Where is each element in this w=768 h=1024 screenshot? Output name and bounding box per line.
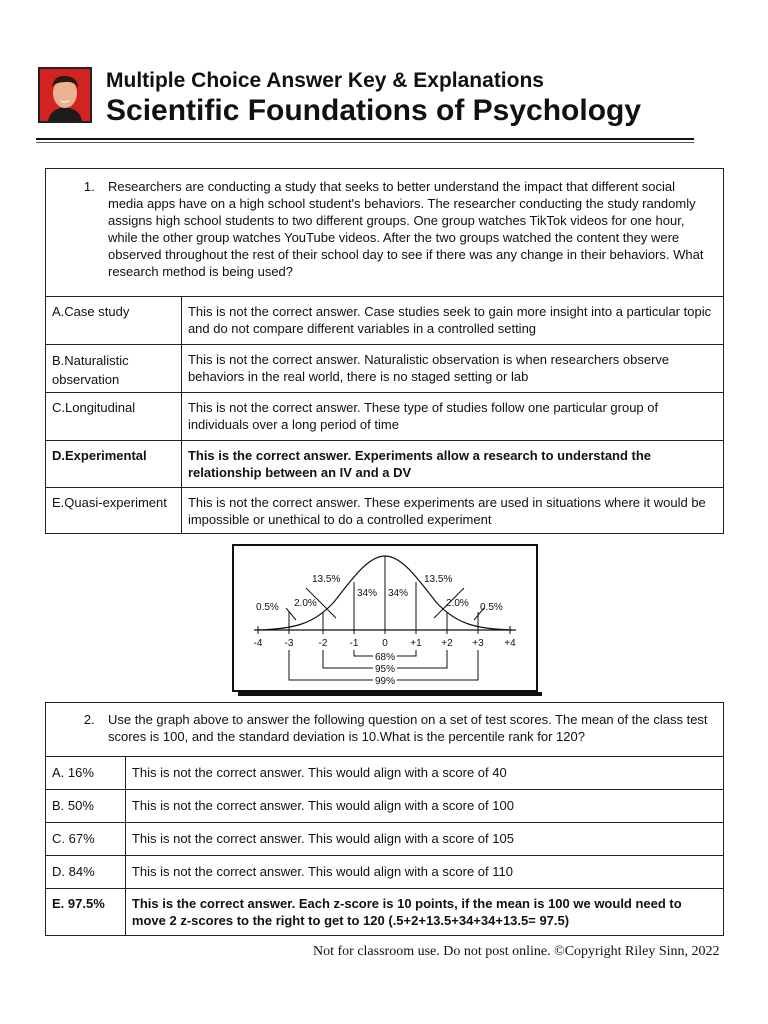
answer-explanation: This is not the correct answer. These experiments are used in situations where it would be impossible or unethical to do a controlled experiment	[181, 488, 723, 534]
title-rule	[36, 138, 694, 140]
answer-label: A. 16%	[46, 757, 126, 790]
tick-label: -4	[253, 638, 263, 649]
label-left-outer: 2.0%	[294, 598, 317, 609]
label-right-mid: 13.5%	[424, 574, 453, 585]
answer-row	[46, 790, 724, 823]
label-left-mid: 13.5%	[312, 574, 341, 585]
question-1-table	[45, 168, 724, 534]
answer-label: A.Case study	[46, 297, 182, 345]
label-right-outer: 2.0%	[446, 598, 469, 609]
answer-label: C. 67%	[46, 823, 126, 856]
range-68-label: 68%	[374, 652, 396, 663]
answer-explanation: This is not the correct answer. This would align with a score of 105	[125, 823, 723, 856]
label-right-tail: 0.5%	[480, 602, 503, 613]
answer-label: E.Quasi-experiment	[46, 488, 182, 534]
page-title: Scientific Foundations of Psychology	[106, 94, 642, 127]
answer-label: B.Naturalistic observation	[46, 345, 182, 393]
answer-label: E. 97.5%	[46, 889, 126, 936]
answer-label: B. 50%	[46, 790, 126, 823]
title-rule-thin	[36, 142, 694, 143]
label-center-left: 34%	[357, 588, 378, 599]
question-1-prompt	[46, 169, 724, 297]
bell-curve-figure	[234, 546, 536, 690]
answer-explanation: This is not the correct answer. This would align with a score of 40	[125, 757, 723, 790]
question-2-number: 2.	[83, 712, 95, 727]
question-1-text: Researchers are conducting a study that seeks to better understand the impact that different social media apps have on a high school student's behaviors. The researcher conducting the study randomly assigns high school students to two different groups. One group watches TikTok videos for one hour, while the other group watches YouTube videos. After the two groups watched the content they were observed throughout the rest of their school day to see if there was any change in their behaviors. What research method is being used?	[108, 179, 704, 279]
answer-row	[46, 297, 724, 345]
answer-explanation: This is the correct answer. Each z-score is 10 points, if the mean is 100 we would need to move 2 z-scores to the right to get to 120 (.5+2+13.5+34+34+13.5= 97.5)	[125, 889, 723, 936]
tick-label: 0	[382, 638, 388, 649]
question-2-text: Use the graph above to answer the following question on a set of test scores. The mean of the class test scores is 100, and the standard deviation is 10.What is the percentile rank for 120?	[108, 712, 708, 744]
copyright-footer: Not for classroom use. Do not post online. ©Copyright Riley Sinn, 2022	[313, 944, 720, 959]
author-avatar	[38, 67, 92, 123]
tick-label: -1	[349, 638, 359, 649]
tick-label: -2	[318, 638, 328, 649]
answer-explanation: This is not the correct answer. These type of studies follow one particular group of individuals over a long period of time	[181, 393, 723, 441]
answer-row	[46, 345, 724, 393]
answer-explanation: This is not the correct answer. This would align with a score of 100	[125, 790, 723, 823]
tick-label: +4	[504, 638, 516, 649]
tick-label: +2	[441, 638, 453, 649]
answer-explanation: This is not the correct answer. This would align with a score of 110	[125, 856, 723, 889]
answer-explanation: This is not the correct answer. Naturalistic observation is when researchers observe behaviors in the real world, there is no staged setting or lab	[181, 345, 723, 393]
question-2-prompt	[46, 703, 724, 757]
question-2-table	[45, 702, 724, 936]
tick-label: +1	[410, 638, 422, 649]
answer-label: D. 84%	[46, 856, 126, 889]
answer-label: C.Longitudinal	[46, 393, 182, 441]
answer-row	[46, 823, 724, 856]
answer-row-correct	[46, 441, 724, 488]
answer-row-correct	[46, 889, 724, 936]
normal-distribution-graph	[232, 544, 538, 692]
label-left-tail: 0.5%	[256, 602, 279, 613]
answer-row	[46, 856, 724, 889]
answer-row	[46, 488, 724, 534]
question-1-number: 1.	[83, 179, 95, 194]
tick-label: -3	[284, 638, 294, 649]
answer-explanation: This is not the correct answer. Case studies seek to gain more insight into a particular topic and do not compare different variables in a controlled setting	[181, 297, 723, 345]
range-99-label: 99%	[374, 676, 396, 687]
tick-label: +3	[472, 638, 484, 649]
label-center-right: 34%	[388, 588, 409, 599]
answer-label: D.Experimental	[46, 441, 182, 488]
person-photo-icon	[40, 69, 90, 121]
range-95-label: 95%	[374, 664, 396, 675]
answer-row	[46, 757, 724, 790]
answer-row	[46, 393, 724, 441]
answer-explanation: This is the correct answer. Experiments allow a research to understand the relationship between an IV and a DV	[181, 441, 723, 488]
page-subtitle: Multiple Choice Answer Key & Explanations	[106, 69, 544, 92]
